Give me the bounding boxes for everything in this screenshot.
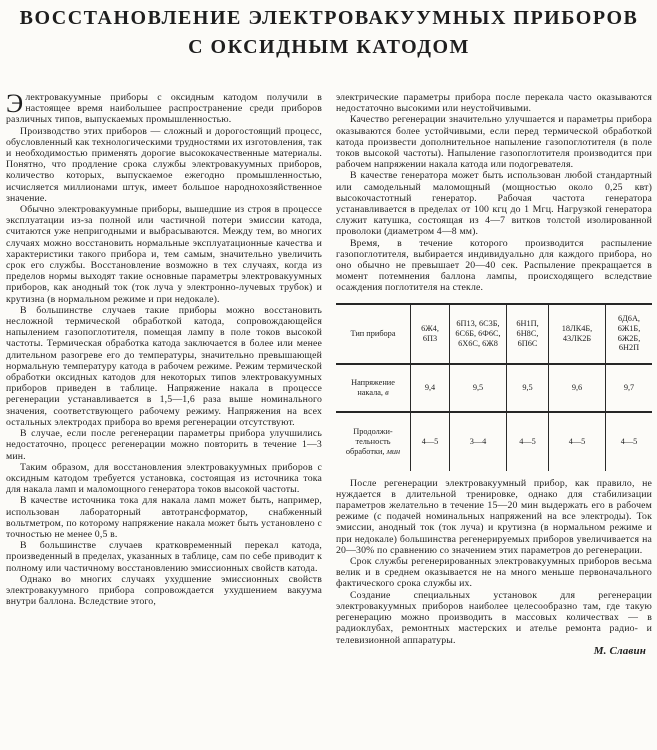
row-label-text: Напряжение накала,: [351, 377, 395, 397]
paragraph: В большинстве случаев такие приборы можно восстановить несложной термической обработкой катода, сопровождающейся напылением газопоглотителя, помещая лампу в поле токов высокой частоты. Термическая обработка катода заключается в более или менее длительном разогреве его до температуры, значительно превышающей нормальную температуру катода в рабочем режиме. Режим термической обработки оксидных катодов для некоторых типов электровакуумных приборов приведен в таблице. Напряжение накала в процессе регенерации устанавливается в 1,5—1,6 раза выше номинального значения, соответствующего рабочему режиму. Напряжения на всех остальных электродах прибора во время регенерации отсутствуют.: [6, 304, 322, 428]
paragraph: [6, 89, 322, 126]
value-cell: 3—4: [450, 412, 507, 471]
value-cell: 9,7: [606, 364, 653, 412]
paragraph: электрические параметры прибора после перекала часто оказываются недостаточно высокими или неустойчивыми.: [336, 92, 652, 115]
table-header-row: [336, 304, 652, 364]
page-title: [6, 7, 652, 59]
title-line-1: ВОССТАНОВЛЕНИЕ ЭЛЕКТРОВАКУУМНЫХ ПРИБОРОВ: [19, 7, 639, 29]
device-type-cell: 6Ж4, 6П3: [411, 304, 450, 364]
paragraph: Таким образом, для восстановления электровакуумных приборов с оксидным катодом требуется установка, состоящая из источника тока для накала ламп и маломощного генератора токов высокой частоты.: [6, 461, 322, 496]
value-cell: 4—5: [606, 412, 653, 471]
paragraph: Обычно электровакуумные приборы, вышедшие из строя в процессе эксплуатации из-за полной или частичной потери эмиссии катода, считаются уже непригодными и выбрасываются. Между тем, во многих случаях можно восстановить нормальные эксплуатационные качества и характеристики такого прибора и, тем самым, значительно увеличить срок его службы. Восстановление возможно в тех случаях, когда из пределов нормы выходят такие основные параметры электровакуумных приборов, как анодный ток (ток луча у электронно-лучевых трубок) и крутизна (в нормальном режиме и при недокале).: [6, 204, 322, 305]
row-label: [336, 364, 411, 412]
paragraph: Срок службы регенерированных электровакуумных приборов весьма велик и в среднем оказывается не на много меньше первоначального фактического срока службы их.: [336, 556, 652, 590]
value-cell: 9,5: [507, 364, 549, 412]
value-cell: 4—5: [411, 412, 450, 471]
device-type-cell: 6П13, 6С3Б, 6С6Б, 6Ф6С, 6Х6С, 6Ж8: [450, 304, 507, 364]
author-signature: М. Славин: [593, 644, 646, 657]
row-unit: в: [385, 387, 389, 397]
treatment-duration-row: [336, 412, 652, 471]
paragraph-text: лектровакуумные приборы с оксидным катодом получили в настоящее время наибольшее распространение среди приборов различных типов, выпускаемых промышленностью.: [6, 92, 322, 126]
paragraph: Время, в течение которого производится распыление газопоглотителя, выбирается индивидуально для каждого прибора, но оно обычно не превышает 20—40 сек. Распыление прекращается в момент потемнения баллона лампы, происходящего вследствие осаждения поглотителя на стекле.: [336, 237, 652, 294]
value-cell: 9,4: [411, 364, 450, 412]
paragraph: Качество регенерации значительно улучшается и параметры прибора оказываются более устойчивыми, если перед термической обработкой катода произвести дополнительное напыление газопоглотителя (в поле токов высокой частоты). Напыление газопоглотителя производится при рабочем напряжении накала катода или подогревателя.: [336, 114, 652, 171]
device-type-cell: 6Д6А, 6Ж1Б, 6Ж2Б, 6Н2П: [606, 304, 653, 364]
paragraph: В качестве источника тока для накала ламп может быть, например, использован лабораторный автотрансформатор, снабженный вольтметром, по которому напряжение накала может быть установлено с точностью не менее 0,5 в.: [6, 495, 322, 540]
paragraph: Производство этих приборов — сложный и дорогостоящий процесс, обусловленный как технологическими трудностями их изготовления, так и необходимостью применять дорогие высококачественные материалы. Понятно, что продление срока службы электровакуумных приборов, количество которых, выпускаемое ежегодно промышленностью, исчисляется миллионами штук, имеет большое народнохозяйственное значение.: [6, 125, 322, 204]
value-cell: 9,6: [549, 364, 606, 412]
filament-voltage-row: [336, 364, 652, 412]
paragraph: После регенерации электровакуумный прибор, как правило, не нуждается в длительной тренировке, однако для стабилизации параметров желательно в течение 15—20 мин выдержать его в рабочем режиме (с подачей номинальных напряжений на все электроды). Ток эмиссии, анодный ток (ток луча) и крутизна (в нормальном режиме и при недокале) большинства регенерируемых приборов увеличивается на 20—30% по сравнению со значением этих параметров до регенерации.: [336, 477, 652, 556]
regeneration-parameters-table: [336, 303, 652, 471]
table-corner-label: Тип прибора: [336, 304, 411, 364]
right-column: [336, 92, 652, 657]
row-label: [336, 412, 411, 471]
paragraph: В большинстве случаев кратковременный перекал катода, произведенный в пределах, указанных в таблице, сам по себе приводит к полному или частичному восстановлению эмиссионных свойств катода.: [6, 540, 322, 574]
device-type-cell: 18ЛК4Б, 43ЛК2Б: [549, 304, 606, 364]
value-cell: 9,5: [450, 364, 507, 412]
article-body: [6, 89, 652, 657]
value-cell: 4—5: [507, 412, 549, 471]
row-unit: мин: [386, 446, 401, 456]
paragraph: В качестве генератора может быть использован любой стандартный или самодельный маломощный (мощностью около 0,25 квт) высокочастотный генератор. Рабочая частота генератора устанавливается в пределах от 100 кгц до 1 Мгц. Нагрузкой генератора служит катушка, состоящая из 4—7 витков толстой изолированной проволоки (диаметром 4—8 мм).: [336, 170, 652, 238]
value-cell: 4—5: [549, 412, 606, 471]
paragraph: В случае, если после регенерации параметры прибора улучшились недостаточно, процесс регенерации можно повторить в течение 1—3 мин.: [6, 428, 322, 462]
left-column: [6, 89, 322, 657]
paragraph: Однако во многих случаях ухудшение эмиссионных свойств электровакуумного прибора сопровождается ухудшением вакуума внутри баллона. Вследствие этого,: [6, 573, 322, 608]
device-type-cell: 6Н1П, 6Н8С, 6П6С: [507, 304, 549, 364]
paragraph: Создание специальных установок для регенерации электровакуумных приборов наиболее целесообразно там, где такую регенерацию можно производить в массовых количествах — в радиоклубах, ремонтных мастерских и ателье ремонта радио- и телевизионной аппаратуры.: [336, 589, 652, 646]
row-label-text: Продолжительность обработки,: [345, 426, 393, 456]
dropcap-letter: Э: [6, 89, 24, 118]
title-line-2: С ОКСИДНЫМ КАТОДОМ: [188, 36, 470, 58]
